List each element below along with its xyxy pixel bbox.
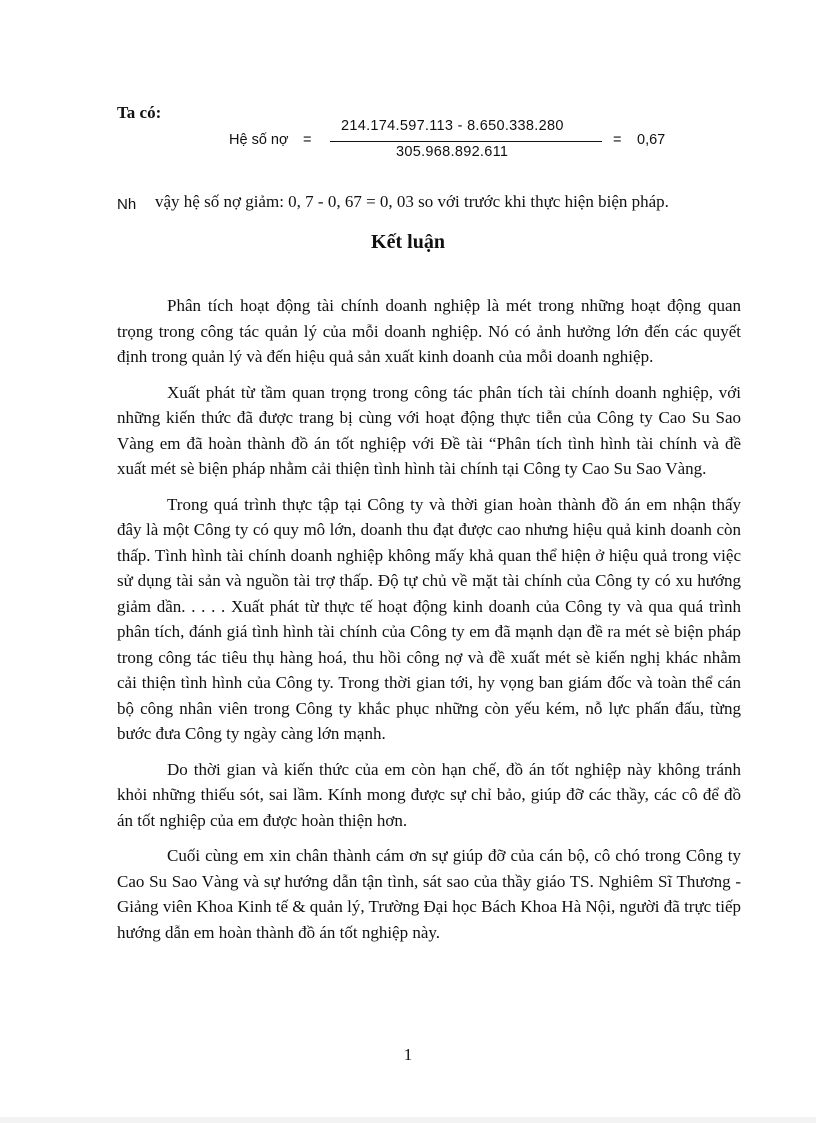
formula-equals-sign: = <box>303 132 312 148</box>
formula-label: Hệ số nợ <box>229 132 289 148</box>
formula-numerator: 214.174.597.113 - 8.650.338.280 <box>341 118 564 134</box>
paragraph: Cuối cùng em xin chân thành cám ơn sự giúp đỡ của cán bộ, cô chó trong Công ty Cao Su Sao Vàng và sự hướng dẫn tận tình, sát sao của thầy giáo TS. Nghiêm Sĩ Thương - Giảng viên Khoa Kinh tế & quản lý, Trường Đại học Bách Khoa Hà Nội, người đã trực tiếp hướng dẫn em hoàn thành đồ án tốt nghiệp này. <box>117 846 741 942</box>
paragraph: Trong quá trình thực tập tại Công ty và thời gian hoàn thành đồ án em nhận thấy đây là một Công ty có quy mô lớn, doanh thu đạt được cao nhưng hiệu quả kinh doanh còn thấp. Tình hình tài chính doanh nghiệp không mấy khả quan thể hiện ở hiệu quả trong việc sử dụng tài sản và nguồn tài trợ thấp. Độ tự chủ về mặt tài chính của Công ty có xu hướng giảm dần. . . . . Xuất phát từ thực tế hoạt động kinh doanh của Công ty và qua quá trình phân tích, đánh giá tình hình tài chính của Công ty em đã mạnh dạn đề ra mét sè biện pháp trong công tác tiêu thụ hàng hoá, thu hồi công nợ và đề xuất mét sè kiến nghị khác nhằm cải thiện tình hình của Công ty. Trong thời gian tới, hy vọng ban giám đốc và toàn thể cán bộ công nhân viên trong Công ty khắc phục những còn yếu kém, nỗ lực phấn đấu, từng bước đưa Công ty ngày càng lớn mạnh. <box>117 494 741 743</box>
section-heading: Kết luận <box>371 231 445 253</box>
formula-intro: Ta có: <box>117 103 162 122</box>
debt-ratio-formula <box>0 0 816 170</box>
page-number: 1 <box>403 1045 413 1064</box>
result-line-text: vậy hệ số nợ giảm: 0, 7 - 0, 67 = 0, 03 so với trước khi thực hiện biện pháp. <box>155 192 669 211</box>
formula-result: 0,67 <box>637 132 666 148</box>
paragraph: Do thời gian và kiến thức của em còn hạn chế, đồ án tốt nghiệp này không tránh khỏi những thiếu sót, sai lầm. Kính mong được sự chỉ bảo, giúp đỡ các thầy, các cô để đồ án tốt nghiệp của em được hoàn thiện hơn. <box>117 759 741 830</box>
formula-denominator: 305.968.892.611 <box>396 144 509 160</box>
paragraph: Xuất phát từ tầm quan trọng trong công tác phân tích tài chính doanh nghiệp, với những kiến thức đã được trang bị cùng với hoạt động thực tiễn của Công ty Cao Su Sao Vàng em đã hoàn thành đồ án tốt nghiệp với Đề tài “Phân tích tình hình tài chính và đề xuất mét sè biện pháp nhằm cải thiện tình hình tài chính tại Công ty Cao Su Sao Vàng. <box>117 382 741 478</box>
page-bottom-edge <box>0 1117 816 1123</box>
paragraph: Phân tích hoạt động tài chính doanh nghiệp là mét trong những hoạt động quan trọng trong công tác quản lý của mỗi doanh nghiệp. Nó có ảnh hưởng lớn đến các quyết định trong quản lý và đến hiệu quả sản xuất kinh doanh của mỗi doanh nghiệp. <box>117 296 741 366</box>
fraction-bar <box>330 141 602 142</box>
conclusion-body <box>117 293 741 955</box>
result-line-prefix: Nh <box>117 196 137 213</box>
formula-result-equals-sign: = <box>613 132 622 148</box>
